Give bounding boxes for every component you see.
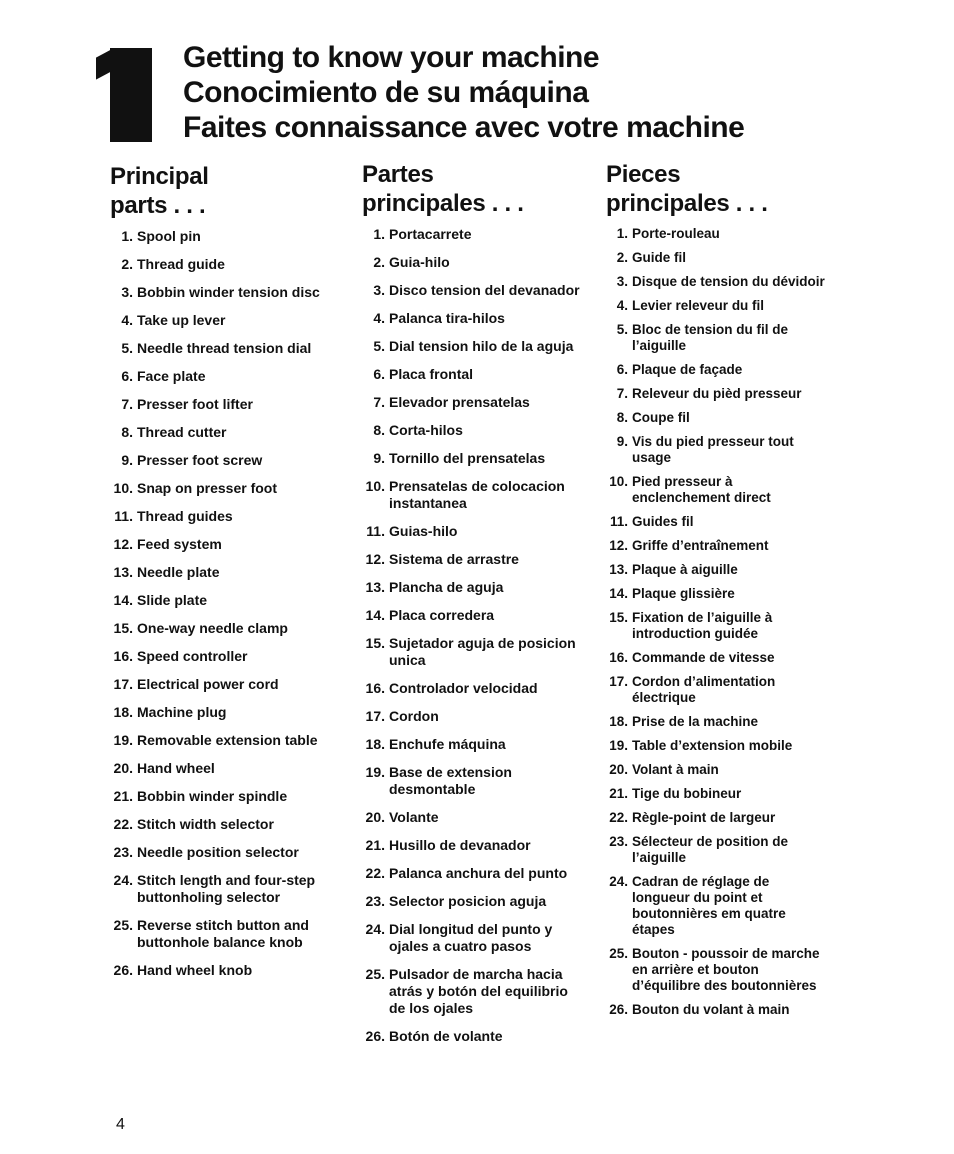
list-item	[110, 872, 332, 906]
list-item	[362, 310, 588, 327]
item-text: Guias-hilo	[389, 523, 458, 539]
item-number: 6.	[373, 366, 385, 382]
item-text: Sélecteur de position de l’aiguille	[632, 834, 789, 865]
item-number: 12.	[365, 551, 385, 567]
item-text: Stitch width selector	[137, 816, 274, 832]
item-number: 18.	[609, 714, 628, 729]
item-number: 10.	[365, 478, 385, 494]
item-number: 23.	[113, 844, 133, 860]
list-item	[606, 274, 826, 290]
list-item	[362, 736, 588, 753]
item-text: Stitch length and four-step buttonholing selector	[137, 872, 316, 905]
item-text: Sistema de arrastre	[389, 551, 519, 567]
item-text: Bobbin winder spindle	[137, 788, 288, 804]
item-text: Dial longitud del punto y ojales a cuatro pasos	[389, 921, 553, 954]
item-text: Selector posicion aguja	[389, 893, 547, 909]
column-heading	[362, 160, 588, 218]
item-text: Portacarrete	[389, 226, 472, 242]
list-item	[110, 732, 332, 749]
item-text: Bouton du volant à main	[632, 1002, 790, 1017]
parts-list	[110, 228, 332, 979]
column-heading-line: Pieces	[606, 161, 681, 188]
item-number: 21.	[365, 837, 385, 853]
list-item	[110, 564, 332, 581]
item-text: Griffe d’entraînement	[632, 538, 769, 553]
list-item	[110, 424, 332, 441]
item-text: Commande de vitesse	[632, 650, 775, 665]
list-item	[362, 366, 588, 383]
item-text: Dial tension hilo de la aguja	[389, 338, 574, 354]
list-item	[606, 298, 826, 314]
list-item	[110, 704, 332, 721]
item-text: Thread guide	[137, 256, 225, 272]
list-item	[606, 946, 826, 994]
item-text: Placa corredera	[389, 607, 495, 623]
item-number: 10.	[113, 480, 133, 496]
list-item	[362, 1028, 588, 1045]
column-heading-line: principales . . .	[606, 190, 768, 217]
list-item	[606, 610, 826, 642]
list-item	[606, 738, 826, 754]
list-item	[110, 648, 332, 665]
item-text: Slide plate	[137, 592, 208, 608]
item-text: Elevador prensatelas	[389, 394, 530, 410]
item-number: 21.	[113, 788, 133, 804]
item-text: Bloc de tension du fil de l’aiguille	[632, 322, 789, 353]
item-text: Fixation de l’aiguille à introduction guidée	[632, 610, 773, 641]
list-item	[110, 962, 332, 979]
list-item	[362, 254, 588, 271]
item-number: 9.	[616, 434, 628, 449]
item-number: 24.	[365, 921, 385, 937]
item-number: 20.	[609, 762, 628, 777]
item-text: Hand wheel	[137, 760, 215, 776]
list-item	[110, 452, 332, 469]
item-number: 14.	[113, 592, 133, 608]
list-item	[110, 340, 332, 357]
item-text: Volant à main	[632, 762, 719, 777]
list-item	[606, 786, 826, 802]
list-item	[110, 592, 332, 609]
list-item	[362, 708, 588, 725]
item-number: 17.	[113, 676, 133, 692]
item-number: 12.	[609, 538, 628, 553]
item-number: 22.	[609, 810, 628, 825]
item-text: Porte-rouleau	[632, 226, 720, 241]
title-french: Faites connaissance avec votre machine	[183, 111, 745, 144]
list-item	[606, 714, 826, 730]
list-item	[606, 874, 826, 938]
item-text: Presser foot screw	[137, 452, 263, 468]
item-number: 19.	[365, 764, 385, 780]
list-item	[362, 966, 588, 1017]
item-number: 20.	[113, 760, 133, 776]
item-number: 1.	[121, 228, 133, 244]
item-number: 11.	[366, 523, 385, 539]
item-number: 16.	[609, 650, 628, 665]
item-number: 18.	[365, 736, 385, 752]
item-text: Bouton - poussoir de marche en arrière et bouton d’équilibre des boutonnières	[632, 946, 820, 993]
item-number: 14.	[365, 607, 385, 623]
item-text: Speed controller	[137, 648, 248, 664]
item-number: 20.	[365, 809, 385, 825]
item-number: 25.	[365, 966, 385, 982]
list-item	[606, 586, 826, 602]
list-item	[110, 917, 332, 951]
item-text: Guides fil	[632, 514, 694, 529]
column-heading-line: Partes	[362, 161, 434, 188]
column-english	[110, 162, 332, 990]
item-text: Guide fil	[632, 250, 686, 265]
item-text: Needle thread tension dial	[137, 340, 312, 356]
list-item	[362, 893, 588, 910]
item-number: 15.	[365, 635, 385, 651]
item-number: 3.	[121, 284, 133, 300]
list-item	[606, 226, 826, 242]
list-item	[606, 514, 826, 530]
item-number: 19.	[609, 738, 628, 753]
column-french	[606, 160, 826, 1026]
item-text: Pied presseur à enclenchement direct	[632, 474, 771, 505]
item-number: 17.	[609, 674, 628, 689]
item-number: 1.	[616, 226, 628, 241]
list-item	[362, 394, 588, 411]
item-number: 4.	[616, 298, 628, 313]
item-number: 3.	[616, 274, 628, 289]
item-number: 26.	[609, 1002, 628, 1017]
item-number: 6.	[121, 368, 133, 384]
item-number: 22.	[365, 865, 385, 881]
list-item	[606, 810, 826, 826]
chapter-titles	[183, 40, 744, 145]
item-number: 7.	[121, 396, 133, 412]
item-text: Face plate	[137, 368, 206, 384]
item-text: Hand wheel knob	[137, 962, 253, 978]
list-item	[362, 478, 588, 512]
list-item	[110, 536, 332, 553]
item-number: 8.	[616, 410, 628, 425]
item-text: Cordon	[389, 708, 439, 724]
item-number: 9.	[373, 450, 385, 466]
column-heading-line: parts . . .	[110, 192, 206, 219]
list-item	[606, 650, 826, 666]
item-number: 16.	[113, 648, 133, 664]
item-number: 5.	[121, 340, 133, 356]
item-number: 19.	[113, 732, 133, 748]
item-text: Disco tension del devanador	[389, 282, 580, 298]
item-number: 25.	[609, 946, 628, 961]
item-number: 1.	[373, 226, 385, 242]
item-text: Presser foot lifter	[137, 396, 253, 412]
item-text: Machine plug	[137, 704, 227, 720]
item-text: Guia-hilo	[389, 254, 450, 270]
list-item	[110, 396, 332, 413]
list-item	[606, 410, 826, 426]
list-item	[362, 579, 588, 596]
list-item	[606, 474, 826, 506]
item-text: Palanca anchura del punto	[389, 865, 568, 881]
list-item	[110, 760, 332, 777]
item-text: Tige du bobineur	[632, 786, 742, 801]
item-text: Corta-hilos	[389, 422, 463, 438]
item-number: 23.	[365, 893, 385, 909]
item-number: 4.	[121, 312, 133, 328]
list-item	[606, 538, 826, 554]
item-number: 26.	[113, 962, 133, 978]
item-text: Needle plate	[137, 564, 220, 580]
item-text: Releveur du pièd presseur	[632, 386, 802, 401]
list-item	[362, 921, 588, 955]
item-number: 2.	[616, 250, 628, 265]
item-number: 21.	[609, 786, 628, 801]
item-text: Enchufe máquina	[389, 736, 506, 752]
item-text: Cordon d’alimentation électrique	[632, 674, 776, 705]
item-text: Plancha de aguja	[389, 579, 504, 595]
item-number: 18.	[113, 704, 133, 720]
list-item	[606, 834, 826, 866]
list-item	[606, 434, 826, 466]
item-text: Snap on presser foot	[137, 480, 278, 496]
item-number: 7.	[616, 386, 628, 401]
item-number: 7.	[373, 394, 385, 410]
item-number: 13.	[365, 579, 385, 595]
column-spanish	[362, 160, 588, 1056]
title-spanish: Conocimiento de su máquina	[183, 76, 589, 109]
chapter-number-graphic	[110, 48, 152, 142]
item-text: Sujetador aguja de posicion unica	[389, 635, 576, 668]
item-text: Règle-point de largeur	[632, 810, 776, 825]
list-item	[606, 386, 826, 402]
item-number: 5.	[616, 322, 628, 337]
list-item	[606, 322, 826, 354]
list-item	[362, 635, 588, 669]
item-number: 8.	[121, 424, 133, 440]
item-number: 23.	[609, 834, 628, 849]
list-item	[362, 282, 588, 299]
list-item	[110, 844, 332, 861]
item-number: 9.	[121, 452, 133, 468]
item-number: 13.	[113, 564, 133, 580]
column-heading	[110, 162, 332, 220]
item-text: Volante	[389, 809, 439, 825]
item-number: 14.	[609, 586, 628, 601]
list-item	[606, 562, 826, 578]
list-item	[362, 226, 588, 243]
item-number: 13.	[609, 562, 628, 577]
list-item	[362, 450, 588, 467]
item-number: 25.	[113, 917, 133, 933]
list-item	[362, 865, 588, 882]
column-heading-line: principales . . .	[362, 190, 524, 217]
item-text: Prensatelas de colocacion instantanea	[389, 478, 565, 511]
item-text: Base de extension desmontable	[389, 764, 512, 797]
item-number: 24.	[113, 872, 133, 888]
item-text: Bobbin winder tension disc	[137, 284, 320, 300]
item-number: 3.	[373, 282, 385, 298]
item-number: 16.	[365, 680, 385, 696]
item-text: Spool pin	[137, 228, 201, 244]
item-number: 11.	[114, 508, 133, 524]
item-number: 17.	[365, 708, 385, 724]
title-english: Getting to know your machine	[183, 41, 600, 74]
item-text: Electrical power cord	[137, 676, 279, 692]
item-text: Feed system	[137, 536, 222, 552]
item-text: Thread cutter	[137, 424, 227, 440]
list-item	[110, 816, 332, 833]
item-text: Husillo de devanador	[389, 837, 531, 853]
column-heading	[606, 160, 826, 218]
item-number: 6.	[616, 362, 628, 377]
list-item	[110, 620, 332, 637]
list-item	[362, 422, 588, 439]
list-item	[110, 788, 332, 805]
column-heading-line: Principal	[110, 163, 209, 190]
item-text: Disque de tension du dévidoir	[632, 274, 825, 289]
page-number: 4	[116, 1116, 125, 1133]
item-number: 4.	[373, 310, 385, 326]
item-number: 8.	[373, 422, 385, 438]
item-text: Coupe fil	[632, 410, 690, 425]
list-item	[362, 764, 588, 798]
list-item	[362, 607, 588, 624]
item-number: 11.	[609, 514, 628, 529]
list-item	[362, 523, 588, 540]
item-number: 2.	[121, 256, 133, 272]
item-number: 2.	[373, 254, 385, 270]
item-number: 15.	[609, 610, 628, 625]
parts-list	[606, 226, 826, 1018]
list-item	[110, 368, 332, 385]
item-number: 12.	[113, 536, 133, 552]
item-text: Controlador velocidad	[389, 680, 538, 696]
item-text: Placa frontal	[389, 366, 474, 382]
list-item	[110, 480, 332, 497]
list-item	[362, 551, 588, 568]
list-item	[362, 837, 588, 854]
list-item	[606, 674, 826, 706]
item-number: 26.	[365, 1028, 385, 1044]
item-text: Vis du pied presseur tout usage	[632, 434, 794, 465]
list-item	[110, 312, 332, 329]
list-item	[606, 250, 826, 266]
item-text: Table d’extension mobile	[632, 738, 793, 753]
list-item	[362, 338, 588, 355]
item-number: 15.	[113, 620, 133, 636]
item-text: Plaque de façade	[632, 362, 743, 377]
list-item	[606, 762, 826, 778]
list-item	[606, 1002, 826, 1018]
item-number: 5.	[373, 338, 385, 354]
item-text: Plaque glissière	[632, 586, 735, 601]
list-item	[110, 284, 332, 301]
item-number: 22.	[113, 816, 133, 832]
item-text: Needle position selector	[137, 844, 299, 860]
item-text: Plaque à aiguille	[632, 562, 738, 577]
item-text: Removable extension table	[137, 732, 318, 748]
item-text: Prise de la machine	[632, 714, 759, 729]
list-item	[110, 256, 332, 273]
item-text: Levier releveur du fil	[632, 298, 765, 313]
item-text: Thread guides	[137, 508, 233, 524]
list-item	[362, 680, 588, 697]
item-number: 24.	[609, 874, 628, 889]
item-text: Palanca tira-hilos	[389, 310, 505, 326]
list-item	[362, 809, 588, 826]
item-number: 10.	[609, 474, 628, 489]
item-text: Botón de volante	[389, 1028, 503, 1044]
item-text: Cadran de réglage de longueur du point et boutonnières em quatre étapes	[632, 874, 786, 937]
list-item	[110, 508, 332, 525]
list-item	[110, 676, 332, 693]
list-item	[110, 228, 332, 245]
item-text: Pulsador de marcha hacia atrás y botón del equilibrio de los ojales	[389, 966, 568, 1016]
item-text: Tornillo del prensatelas	[389, 450, 546, 466]
item-text: Take up lever	[137, 312, 226, 328]
item-text: One-way needle clamp	[137, 620, 288, 636]
parts-list	[362, 226, 588, 1045]
list-item	[606, 362, 826, 378]
item-text: Reverse stitch button and buttonhole balance knob	[137, 917, 309, 950]
